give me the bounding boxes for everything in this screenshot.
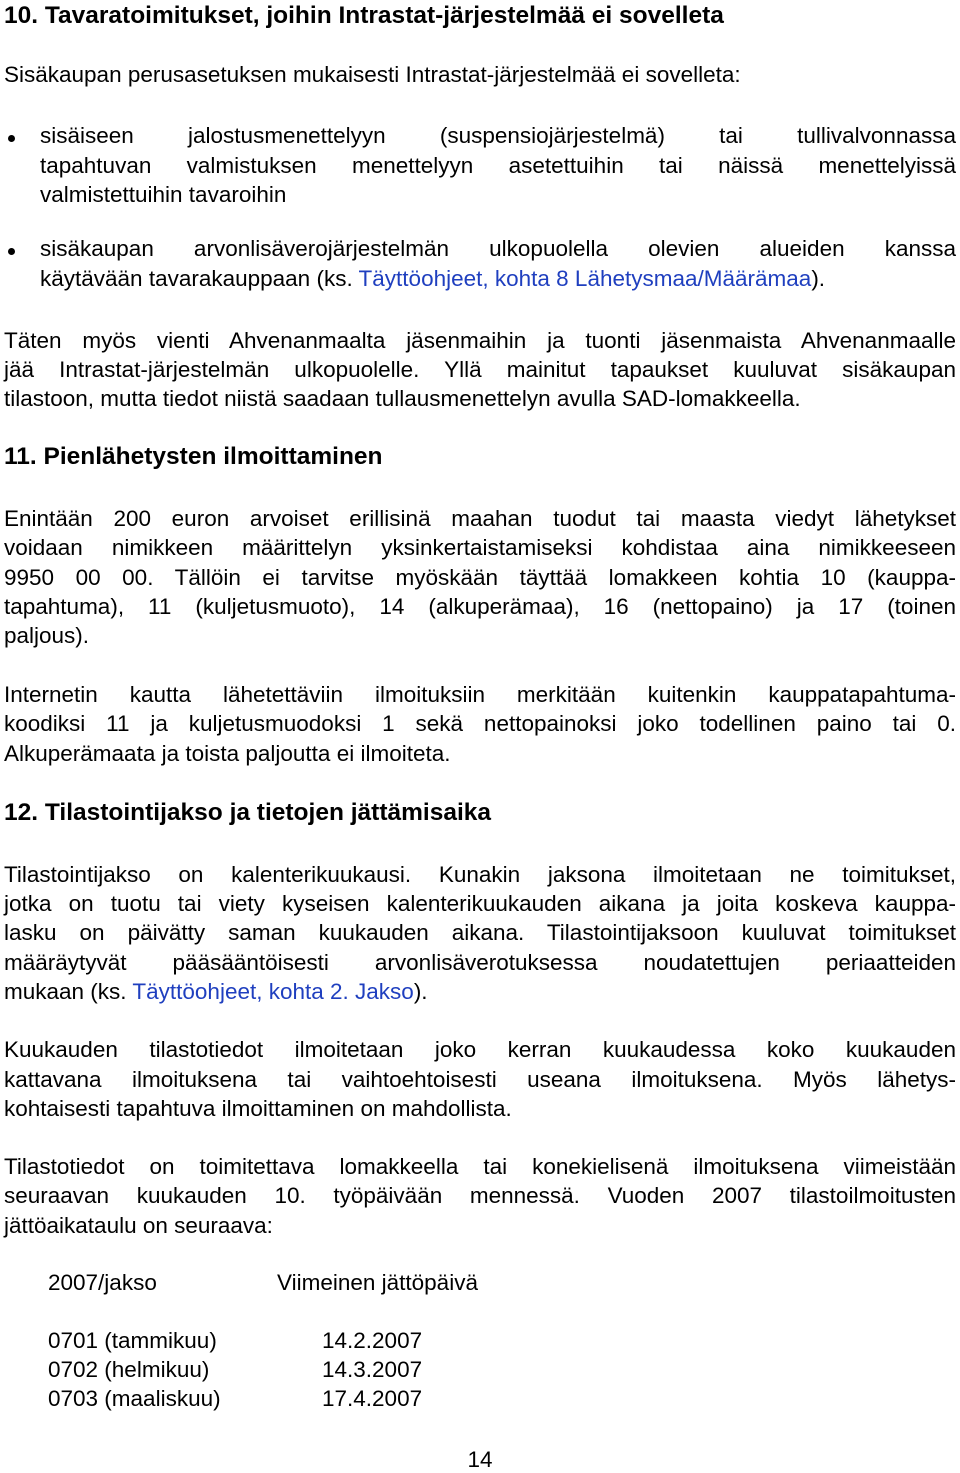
guide-link-section-2[interactable]: Täyttöohjeet, kohta 2. Jakso <box>132 979 414 1004</box>
bullet-2-line <box>40 264 956 293</box>
section-12-paragraph-line: kohtaisesti tapahtuva ilmoittaminen on mahdollista. <box>4 1096 512 1121</box>
bullet-1-line: valmistettuihin tavaroihin <box>40 182 287 207</box>
section-12-heading: 12. Tilastointijakso ja tietojen jättämisaika <box>4 799 492 826</box>
section-12-paragraph-line: jättöaikataulu on seuraava: <box>4 1213 273 1238</box>
section-10-paragraph-line: Täten myös vienti Ahvenanmaalta jäsenmaihin ja tuonti jäsenmaista Ahvenanmaalle <box>4 328 956 353</box>
section-11-paragraph-line: 9950 00 00. Tällöin ei tarvitse myöskään täyttää lomakkeen kohtia 10 (kauppa- <box>4 565 956 590</box>
section-12-paragraph-line <box>4 977 956 1006</box>
section-11-heading: 11. Pienlähetysten ilmoittaminen <box>4 443 383 470</box>
schedule-date: 14.2.2007 <box>322 1328 423 1353</box>
paragraph-text: mukaan (ks. <box>4 979 133 1004</box>
section-10-paragraph-line: tilastoon, mutta tiedot niistä saadaan tullausmenettelyn avulla SAD-lomakkeella. <box>4 386 801 411</box>
section-11-paragraph-line: koodiksi 11 ja kuljetusmuodoksi 1 sekä nettopainoksi joko todellinen paino tai 0. <box>4 711 956 736</box>
section-11-paragraph-line: tapahtuma), 11 (kuljetusmuoto), 14 (alkuperämaa), 16 (nettopaino) ja 17 (toinen <box>4 594 956 619</box>
bullet-2-line: sisäkaupan arvonlisäverojärjestelmän ulkopuolella olevien alueiden kanssa <box>40 236 956 261</box>
bullet-icon <box>8 248 15 255</box>
schedule-date: 14.3.2007 <box>322 1357 423 1382</box>
bullet-2-text: ). <box>811 266 826 291</box>
schedule-period: 0701 (tammikuu) <box>48 1328 217 1353</box>
section-11-paragraph-line: Enintään 200 euron arvoiset erillisinä maahan tuodut tai maasta viedyt lähetykset <box>4 506 956 531</box>
section-11-paragraph-line: voidaan nimikkeen määrittelyn yksinkertaistamiseksi kohdistaa aina nimikkeeseen <box>4 535 956 560</box>
schedule-header-deadline: Viimeinen jättöpäivä <box>277 1270 478 1295</box>
section-12-paragraph-line: Tilastointijakso on kalenterikuukausi. Kunakin jaksona ilmoitetaan ne toimitukset, <box>4 862 956 887</box>
section-12-paragraph-line: määräytyvät pääsääntöisesti arvonlisäverotuksessa noudatettujen periaatteiden <box>4 950 956 975</box>
paragraph-text: ). <box>413 979 428 1004</box>
schedule-date: 17.4.2007 <box>322 1386 423 1411</box>
section-12-paragraph-line: Tilastotiedot on toimitettava lomakkeella tai konekielisenä ilmoituksena viimeistään <box>4 1154 956 1179</box>
schedule-period: 0703 (maaliskuu) <box>48 1386 221 1411</box>
section-12-paragraph-line: kattavana ilmoituksena tai vaihtoehtoisesti useana ilmoituksena. Myös lähetys- <box>4 1067 956 1092</box>
section-12-paragraph-line: jotka on tuotu tai viety kyseisen kalenterikuukauden aikana ja joita koskeva kauppa- <box>4 891 956 916</box>
section-11-paragraph-line: paljous). <box>4 623 90 648</box>
section-10-heading: 10. Tavaratoimitukset, joihin Intrastat-järjestelmää ei sovelleta <box>4 2 724 29</box>
bullet-icon <box>8 135 15 142</box>
schedule-period: 0702 (helmikuu) <box>48 1357 210 1382</box>
section-12-paragraph-line: Kuukauden tilastotiedot ilmoitetaan joko kerran kuukaudessa koko kuukauden <box>4 1037 956 1062</box>
section-10-paragraph-line: jää Intrastat-järjestelmän ulkopuolelle. Yllä mainitut tapaukset kuuluvat sisäkaupan <box>4 357 956 382</box>
guide-link-section-8[interactable]: Täyttöohjeet, kohta 8 Lähetysmaa/Määrämaa <box>358 266 812 291</box>
bullet-2-text: käytävään tavarakauppaan (ks. <box>40 266 359 291</box>
bullet-1-line: tapahtuvan valmistuksen menettelyyn asetettuihin tai näissä menettelyissä <box>40 153 956 178</box>
section-12-paragraph-line: seuraavan kuukauden 10. työpäivään mennessä. Vuoden 2007 tilastoilmoitusten <box>4 1183 956 1208</box>
section-11-paragraph-line: Alkuperämaata ja toista paljoutta ei ilmoiteta. <box>4 741 451 766</box>
section-12-paragraph-line: lasku on päivätty saman kuukauden aikana. Tilastointijaksoon kuuluvat toimitukset <box>4 920 956 945</box>
section-10-intro: Sisäkaupan perusasetuksen mukaisesti Intrastat-järjestelmää ei sovelleta: <box>4 62 741 87</box>
schedule-header-period: 2007/jakso <box>48 1270 157 1295</box>
section-11-paragraph-line: Internetin kautta lähetettäviin ilmoituksiin merkitään kuitenkin kauppatapahtuma- <box>4 682 956 707</box>
bullet-1-line: sisäiseen jalostusmenettelyyn (suspensiojärjestelmä) tai tullivalvonnassa <box>40 123 956 148</box>
page-number: 14 <box>467 1447 493 1472</box>
